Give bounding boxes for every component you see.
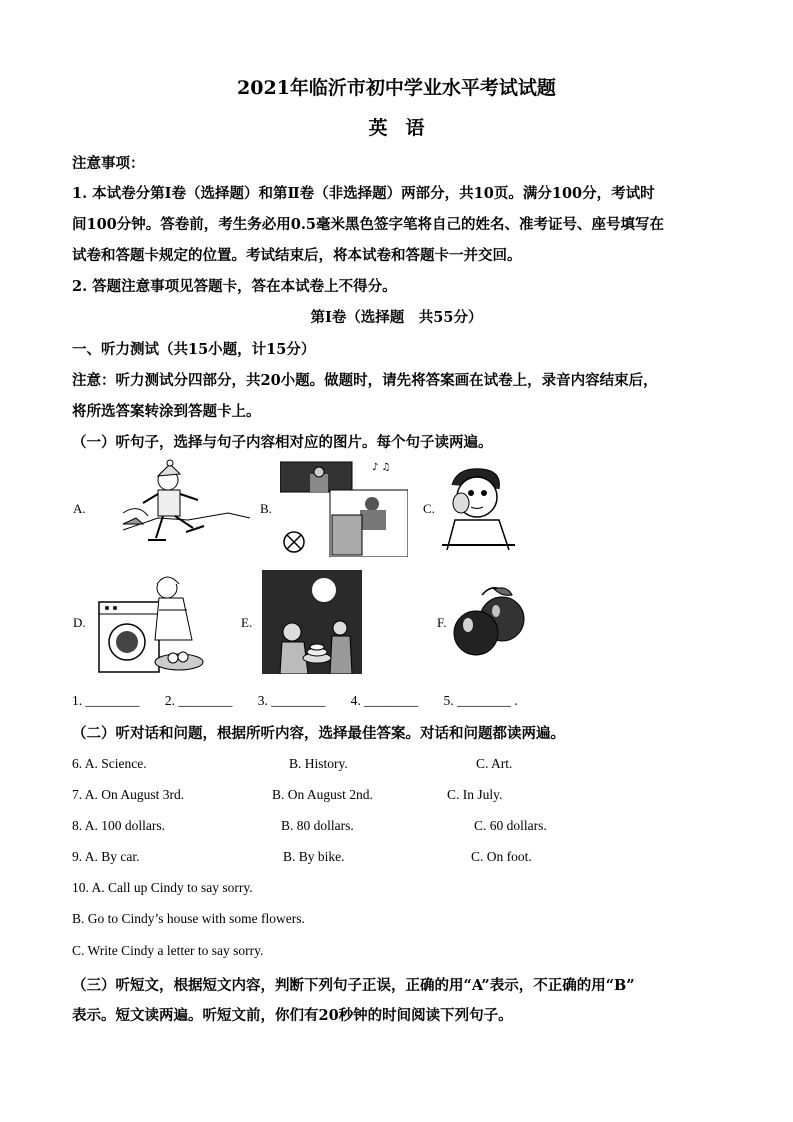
- picture-letter-d: D.: [73, 615, 86, 630]
- q8-option-a[interactable]: 8. A. 100 dollars.: [72, 818, 165, 833]
- section-1-title: 一、听力测试（共15小题，计15分）: [72, 341, 316, 358]
- q8-option-b[interactable]: B. 80 dollars.: [281, 818, 354, 833]
- answer-blank-1[interactable]: 1. ________: [72, 693, 140, 708]
- picture-c-boy-toothache: [437, 465, 517, 554]
- picture-letter-c: C.: [423, 501, 435, 516]
- answer-blank-5[interactable]: 5. ________ .: [443, 693, 518, 708]
- q7-option-b[interactable]: B. On August 2nd.: [272, 787, 373, 802]
- q10-option-b[interactable]: B. Go to Cindy’s house with some flowers.: [72, 911, 305, 926]
- picture-f-apples: [452, 583, 528, 665]
- picture-e-mid-autumn: [262, 570, 362, 678]
- picture-letter-a: A.: [73, 501, 86, 516]
- picture-a-skater: [118, 458, 253, 562]
- q6-option-a[interactable]: 6. A. Science.: [72, 756, 147, 771]
- answer-blank-4[interactable]: 4. ________: [350, 693, 419, 708]
- notice-2: 2. 答题注意事项见答题卡，答在本试卷上不得分。: [72, 278, 397, 295]
- section-1-note-line-2: 将所选答案转涂到答题卡上。: [72, 403, 261, 420]
- q9-option-b[interactable]: B. By bike.: [283, 849, 345, 864]
- q10-option-c[interactable]: C. Write Cindy a letter to say sorry.: [72, 943, 264, 958]
- answer-blanks: [72, 693, 540, 709]
- notice-1-line-2: 间100分钟。答卷前，考生务必用0.5毫米黑色签字笔将自己的姓名、准考证号、座号填写在: [72, 216, 664, 233]
- picture-letter-b: B.: [260, 501, 272, 516]
- sub-section-3-title-line-1: （三）听短文，根据短文内容，判断下列句子正误，正确的用“A”表示，不正确的用“B”: [72, 977, 635, 994]
- part-1-title: 第I卷（选择题 共55分）: [310, 309, 483, 326]
- notice-1-line-3: 试卷和答题卡规定的位置。考试结束后，将本试卷和答题卡一并交回。: [72, 247, 522, 264]
- answer-blank-3[interactable]: 3. ________: [257, 693, 326, 708]
- picture-letter-f: F.: [437, 615, 447, 630]
- svg-text:♪ ♫: ♪ ♫: [372, 462, 391, 473]
- q9-option-c[interactable]: C. On foot.: [471, 849, 532, 864]
- q6-option-b[interactable]: B. History.: [289, 756, 348, 771]
- sub-section-1-title: （一）听句子，选择与句子内容相对应的图片。每个句子读两遍。: [72, 434, 493, 451]
- q10-option-a[interactable]: 10. A. Call up Cindy to say sorry.: [72, 880, 253, 895]
- q7-option-c[interactable]: C. In July.: [447, 787, 503, 802]
- exam-subject: 英语: [368, 117, 443, 139]
- picture-d-washing-machine: [97, 570, 207, 679]
- sub-section-3-title-line-2: 表示。短文读两遍。听短文前，你们有20秒钟的时间阅读下列句子。: [72, 1007, 513, 1024]
- q7-option-a[interactable]: 7. A. On August 3rd.: [72, 787, 185, 802]
- section-1-note-line-1: 注意：听力测试分四部分，共20小题。做题时，请先将答案画在试卷上，录音内容结束后，: [72, 372, 658, 389]
- q8-option-c[interactable]: C. 60 dollars.: [474, 818, 547, 833]
- notice-1-line-1: 1. 本试卷分第Ⅰ卷（选择题）和第Ⅱ卷（非选择题）两部分，共10页。满分100分，考试时: [72, 185, 655, 202]
- picture-b-classroom: [280, 460, 408, 561]
- q6-option-c[interactable]: C. Art.: [476, 756, 513, 771]
- exam-title: 2021年临沂市初中学业水平考试试题: [237, 77, 556, 99]
- picture-letter-e: E.: [241, 615, 253, 630]
- sub-section-2-title: （二）听对话和问题，根据所听内容，选择最佳答案。对话和问题都读两遍。: [72, 725, 565, 742]
- answer-blank-2[interactable]: 2. ________: [164, 693, 233, 708]
- notice-heading: 注意事项：: [72, 155, 145, 172]
- q9-option-a[interactable]: 9. A. By car.: [72, 849, 140, 864]
